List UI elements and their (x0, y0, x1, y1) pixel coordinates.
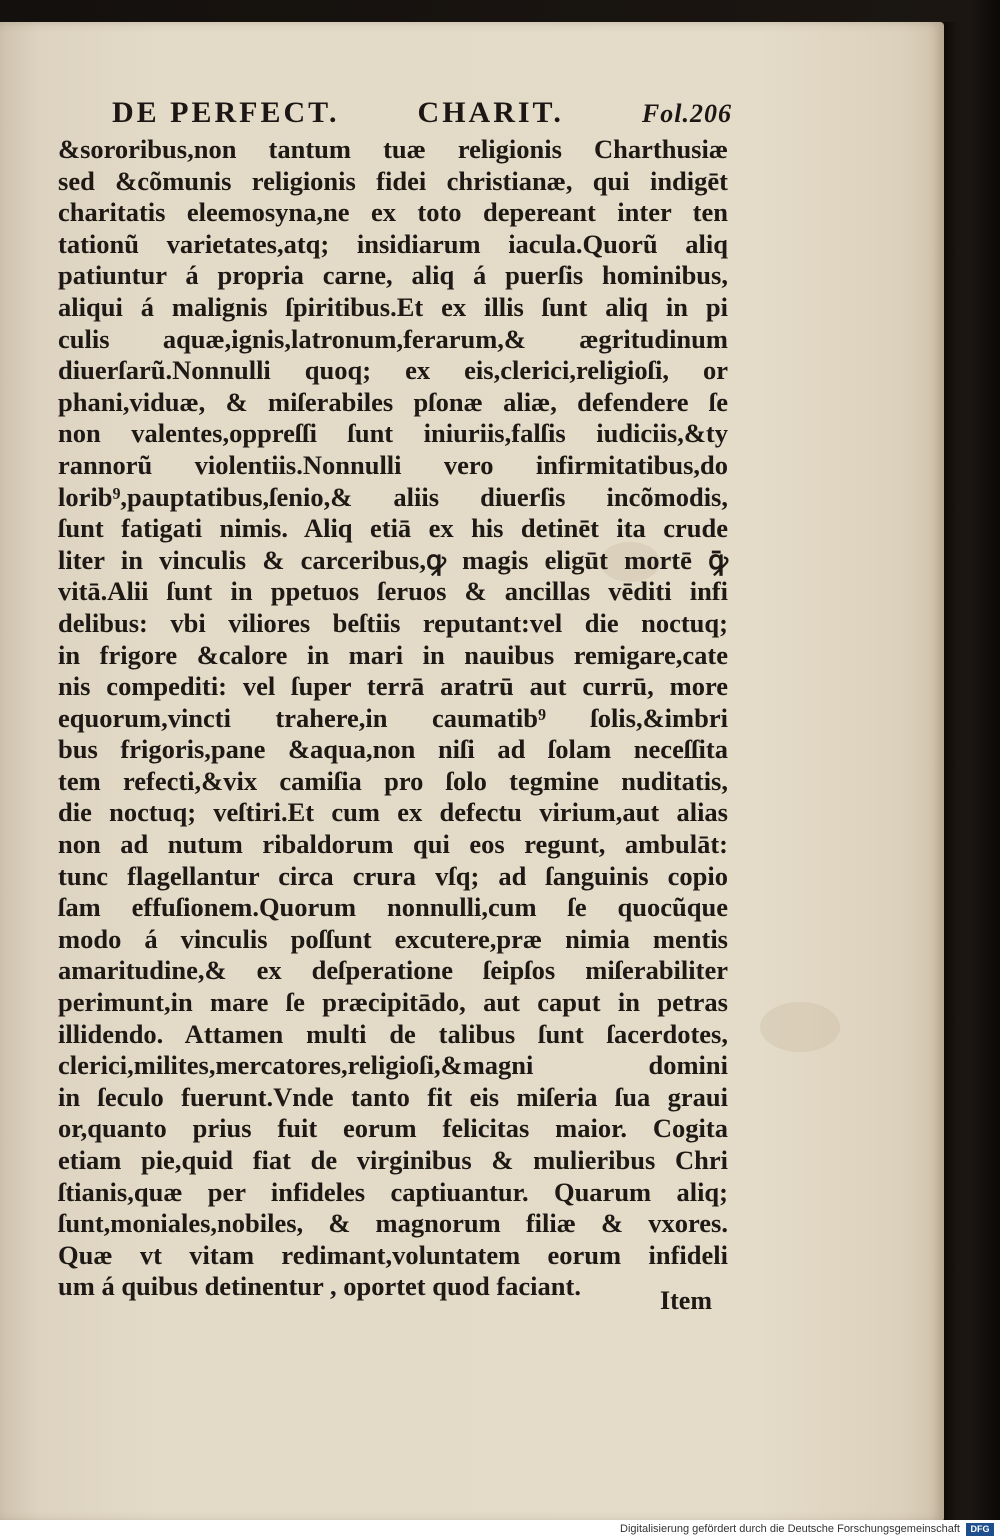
text-line: culis aquæ,ignis,latronum,ferarum,& ægritudinum (58, 323, 728, 354)
folio-number: Fol.206 (641, 99, 732, 128)
dfg-logo-icon: DFG (966, 1523, 994, 1536)
page-edge-shadow (944, 22, 958, 1522)
text-line: non valentes,oppreſſi ſunt iniuriis,falſis iudiciis,&ty (58, 418, 728, 449)
text-line: liter in vinculis & carceribus,ꝙ magis eligūt mortē ꝙ̄ (58, 544, 728, 575)
text-line: tunc flagellantur circa crura vſq; ad ſanguinis copio (58, 860, 728, 891)
text-line: sed &cõmunis religionis fidei christianæ, qui indigēt (58, 165, 728, 196)
text-line: &sororibus,non tantum tuæ religionis Charthusiæ (58, 134, 728, 164)
text-line: non ad nutum ribaldorum qui eos regunt, ambulāt: (58, 829, 728, 860)
text-line: vitā.Alii ſunt in ppetuos ſeruos & ancillas vēditi infi (58, 576, 728, 607)
catchword: Item (660, 1286, 712, 1315)
text-line: amaritudine,& ex deſperatione ſeipſos miſerabiliter (58, 955, 728, 986)
body-text (58, 134, 728, 1303)
text-line: modo á vinculis poſſunt excutere,præ nimia mentis (58, 923, 728, 954)
text-line: lorib⁹,pauptatibus,ſenio,& aliis diuerſis incõmodis, (58, 481, 728, 512)
text-line: delibus: vbi viliores beſtiis reputant:vel die noctuq; (58, 607, 728, 638)
running-title: DE PERFECT. (112, 96, 340, 129)
text-line: ſunt,moniales,nobiles, & magnorum filiæ & vxores. (58, 1208, 728, 1239)
text-line: die noctuq; veſtiri.Et cum ex defectu virium,aut alias (58, 797, 728, 828)
running-header (112, 96, 732, 130)
text-line: or,quanto prius fuit eorum felicitas maior. Cogita (58, 1113, 728, 1144)
text-line: patiuntur á propria carne, aliq á puerſis hominibus, (58, 260, 728, 291)
text-line: etiam pie,quid fiat de virginibus & mulieribus Chri (58, 1145, 728, 1175)
text-line: in ſeculo fuerunt.Vnde tanto fit eis miſeria ſua graui (58, 1081, 728, 1112)
text-line: illidendo. Attamen multi de talibus ſunt ſacerdotes, (58, 1018, 728, 1049)
text-line: charitatis eleemosyna,ne ex toto depereant inter ten (58, 197, 728, 228)
text-line: ſam effuſionem.Quorum nonnulli,cum ſe quocũque (58, 892, 728, 923)
text-line: tem refecti,&vix camiſia pro ſolo tegmine nuditatis, (58, 765, 728, 796)
text-line: Quæ vt vitam redimant,voluntatem eorum infideli (58, 1239, 728, 1270)
text-line: equorum,vincti trahere,in caumatib⁹ ſolis,&imbri (58, 702, 728, 733)
footer-credit: Digitalisierung gefördert durch die Deutsche Forschungsgemeinschaft (620, 1523, 960, 1535)
text-line: phani,viduæ, & miſerabiles pſonæ aliæ, defendere ſe (58, 386, 728, 417)
text-line: ſtianis,quæ per infideles captiuantur. Quarum aliq; (58, 1176, 728, 1207)
paper-stain (760, 1002, 840, 1052)
text-line: rannorũ violentiis.Nonnulli vero infirmitatibus,do (58, 449, 728, 480)
text-line: aliqui á malignis ſpiritibus.Et ex illis ſunt aliq in pi (58, 291, 728, 322)
footer-bar (0, 1520, 1000, 1540)
text-line: in frigore &calore in mari in nauibus remigare,cate (58, 639, 728, 670)
text-line: perimunt,in mare ſe præcipitādo, aut caput in petras (58, 987, 728, 1018)
text-line: ſunt fatigati nimis. Aliq etiā ex his detinēt ita crude (58, 513, 728, 544)
text-line: diuerſarũ.Nonnulli quoq; ex eis,clerici,religioſi, or (58, 355, 728, 386)
text-line: clerici,milites,mercatores,religioſi,&magni domini (58, 1050, 728, 1081)
text-line: nis compediti: vel ſuper terrā aratrū aut currū, more (58, 671, 728, 702)
text-line: um á quibus detinentur , oportet quod faciant. (58, 1271, 581, 1302)
text-line: tationũ varietates,atq; insidiarum iacula.Quorũ aliq (58, 228, 728, 259)
text-line: bus frigoris,pane &aqua,non niſi ad ſolam neceſſita (58, 734, 728, 765)
running-title-2: CHARIT. (417, 96, 564, 129)
